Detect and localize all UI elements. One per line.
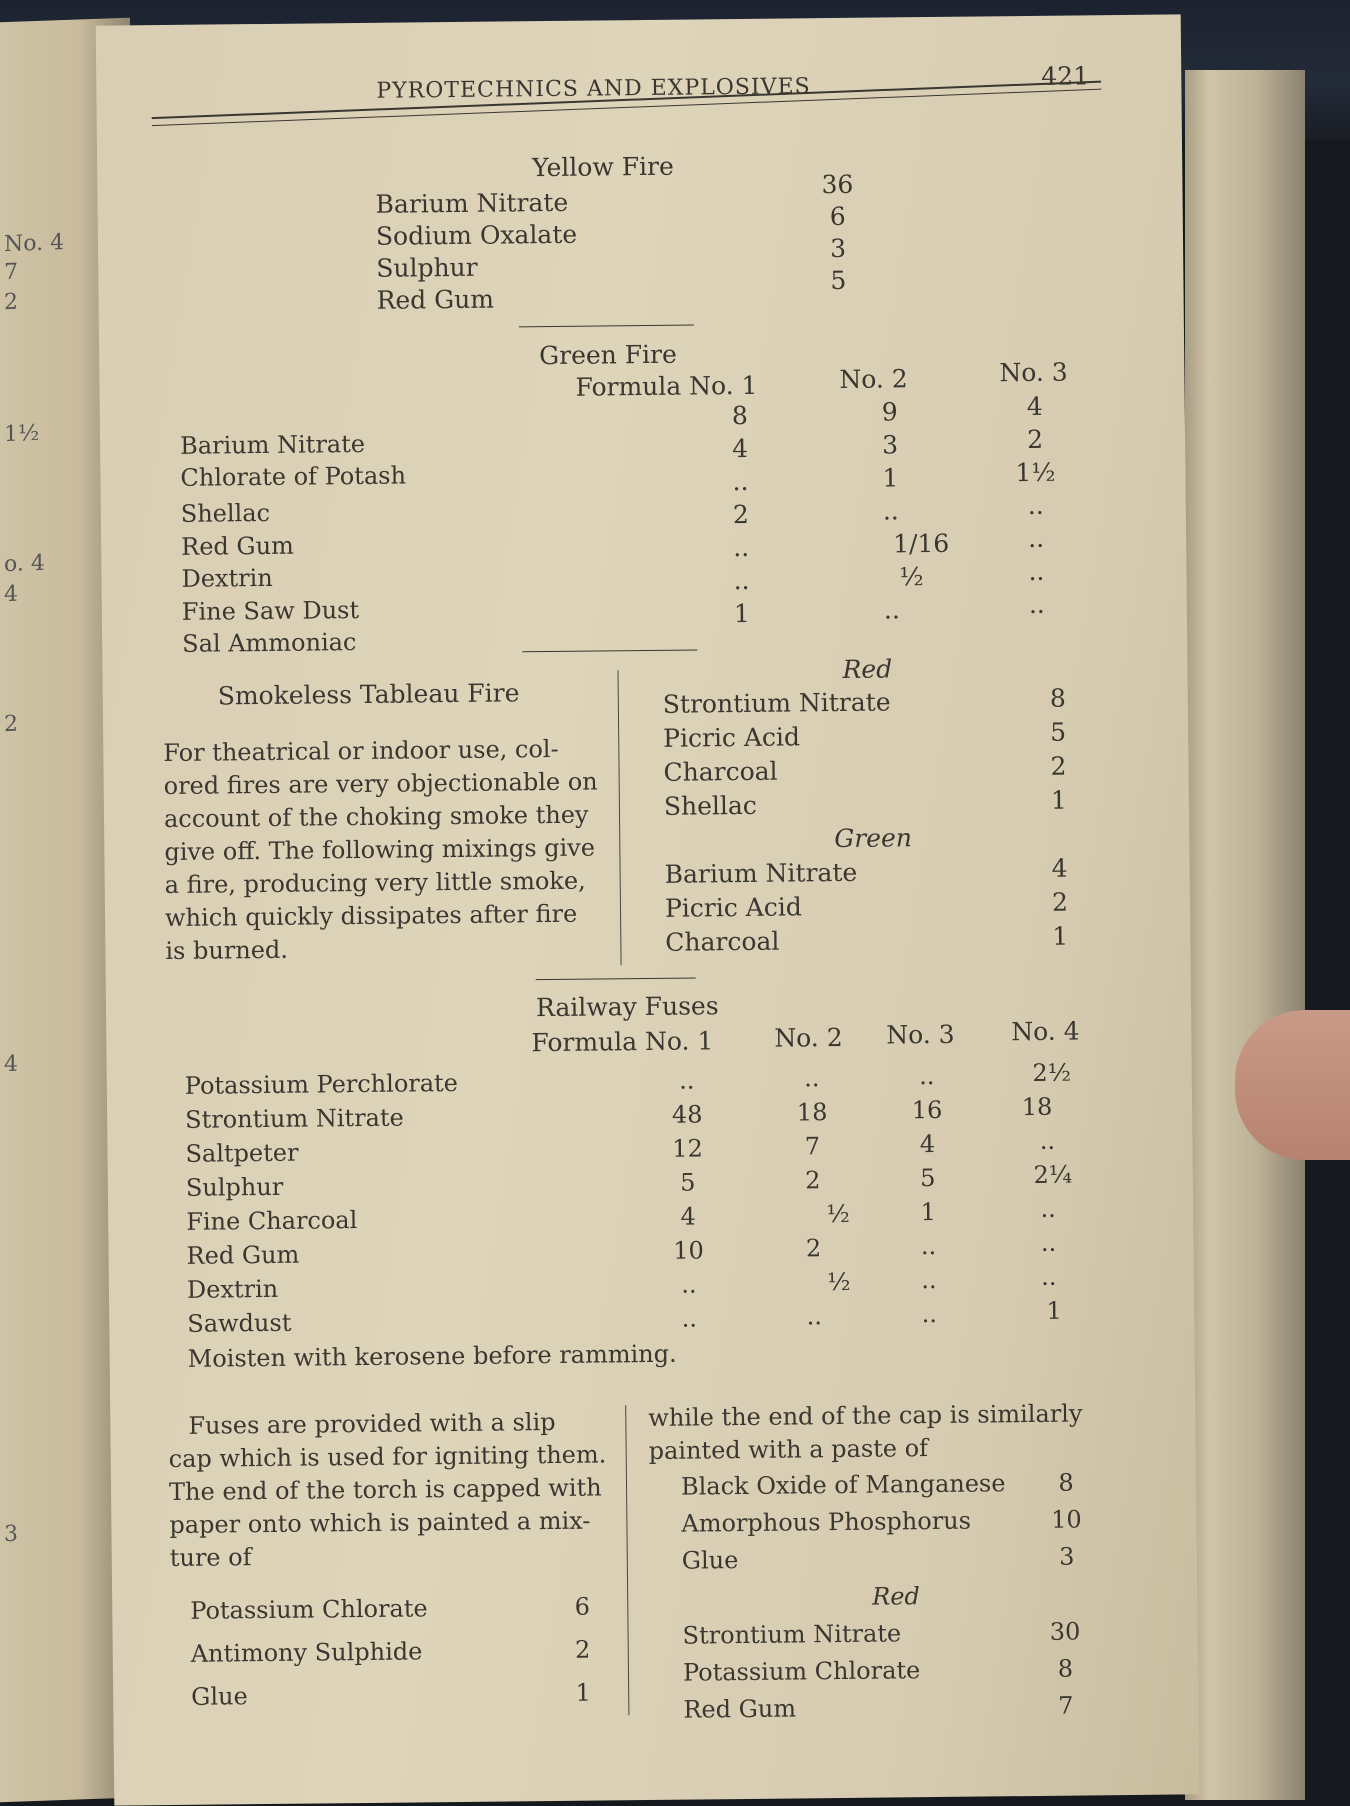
amount: ..: [679, 1066, 695, 1095]
amount: 18: [1021, 1092, 1053, 1122]
ingredient-name: Sawdust: [187, 1308, 292, 1338]
ingredient-name: Shellac: [663, 790, 757, 821]
paragraph-line: ored fires are very objectionable on: [163, 767, 598, 801]
ingredient-name: Red Gum: [376, 284, 495, 315]
amount: 18: [796, 1098, 828, 1127]
amount: 1: [1050, 785, 1067, 815]
ingredient-name: Dextrin: [181, 563, 273, 593]
amount: ..: [1027, 490, 1044, 520]
amount: ½: [899, 562, 924, 592]
amount: ..: [920, 1231, 937, 1261]
ingredient-name: Glue: [191, 1682, 248, 1711]
margin-text: No. 4: [4, 230, 65, 258]
section-divider: [522, 649, 697, 652]
column-header: No. 4: [1011, 1016, 1080, 1047]
paragraph-line: paper onto which is painted a mix-: [169, 1506, 591, 1540]
amount: 1: [920, 1197, 936, 1227]
ingredient-name: Saltpeter: [185, 1138, 299, 1168]
ingredient-name: Charcoal: [665, 926, 780, 957]
amount: ..: [733, 532, 750, 563]
paragraph-line: which quickly dissipates after fire: [164, 899, 578, 933]
ingredient-name: Strontium Nitrate: [662, 687, 891, 719]
margin-text: 3: [4, 1521, 18, 1548]
paragraph-line: For theatrical or indoor use, col-: [163, 734, 559, 768]
amount: ..: [1028, 589, 1045, 619]
amount: ..: [681, 1304, 698, 1333]
amount: ..: [883, 595, 900, 625]
amount: 12: [672, 1134, 703, 1163]
amount: 4: [732, 433, 749, 464]
paragraph-line: account of the choking smoke they: [163, 800, 589, 834]
amount: 6: [829, 201, 846, 232]
amount: 1: [575, 1678, 591, 1707]
paragraph-line: Fuses are provided with a slip: [188, 1407, 556, 1440]
ingredient-name: Barium Nitrate: [375, 187, 569, 219]
amount: 2½: [1032, 1058, 1072, 1087]
amount: ..: [921, 1299, 938, 1329]
amount: 1/16: [892, 528, 950, 559]
paragraph-line: while the end of the cap is similarly: [648, 1399, 1083, 1433]
amount: ..: [733, 565, 750, 596]
amount: 9: [881, 397, 898, 427]
column-header: Formula No. 1: [575, 370, 758, 402]
amount: 2: [1051, 887, 1069, 917]
amount: ..: [1040, 1194, 1056, 1223]
amount: ..: [803, 1064, 820, 1093]
amount: 3: [1059, 1542, 1075, 1571]
ingredient-name: Barium Nitrate: [179, 429, 366, 460]
ramming-note: Moisten with kerosene before ramming.: [187, 1339, 677, 1373]
paragraph-line: cap which is used for igniting them.: [168, 1440, 607, 1474]
subsection-label: Red: [872, 1582, 920, 1611]
amount: ..: [806, 1302, 823, 1331]
amount: 8: [1058, 1468, 1074, 1497]
margin-text: 4: [4, 1051, 18, 1078]
amount: 2: [574, 1635, 591, 1664]
column-header: No. 3: [999, 357, 1068, 388]
ingredient-name: Picric Acid: [664, 892, 802, 923]
section-divider: [536, 977, 696, 980]
subsection-label: Red: [842, 654, 893, 684]
amount: 4: [680, 1202, 696, 1231]
column-header: No. 2: [839, 364, 908, 394]
ingredient-name: Dextrin: [186, 1274, 279, 1304]
subsection-label: Green: [834, 823, 913, 854]
paragraph-line: a fire, producing very little smoke,: [164, 866, 586, 900]
ingredient-name: Barium Nitrate: [664, 857, 858, 889]
amount: 2: [1050, 751, 1067, 781]
ingredient-name: Charcoal: [663, 756, 778, 787]
ingredient-name: Potassium Chlorate: [190, 1594, 428, 1625]
paragraph-line: painted with a paste of: [648, 1434, 929, 1466]
section-title: Railway Fuses: [535, 991, 719, 1023]
amount: 1: [1046, 1296, 1063, 1325]
ingredient-name: Sal Ammoniac: [182, 628, 357, 658]
ingredient-name: Shellac: [180, 498, 271, 528]
ingredient-name: Fine Charcoal: [186, 1206, 358, 1236]
amount: 5: [680, 1168, 696, 1197]
margin-text: 1½: [4, 420, 40, 448]
amount: ..: [918, 1062, 935, 1091]
ingredient-name: Black Oxide of Manganese: [680, 1469, 1006, 1501]
margin-text: 2: [4, 711, 18, 738]
amount: 6: [574, 1592, 591, 1621]
margin-text: 2: [4, 289, 18, 316]
amount: 16: [911, 1095, 943, 1125]
amount: ½: [827, 1267, 851, 1297]
paragraph-line: The end of the torch is capped with: [168, 1473, 602, 1507]
amount: ½: [826, 1199, 850, 1229]
ingredient-name: Red Gum: [186, 1240, 300, 1270]
amount: 30: [1049, 1617, 1081, 1646]
margin-text: 4: [4, 581, 18, 608]
amount: 7: [1058, 1691, 1074, 1720]
amount: ..: [882, 496, 899, 526]
amount: 2: [805, 1166, 821, 1195]
ingredient-name: Antimony Sulphide: [190, 1637, 423, 1668]
margin-text: 7: [4, 259, 18, 286]
ingredient-name: Sulphur: [376, 252, 478, 283]
amount: 1½: [1015, 457, 1056, 488]
amount: 3: [829, 233, 847, 264]
section-title: Green Fire: [539, 339, 677, 371]
section-title: Yellow Fire: [532, 151, 674, 183]
amount: 3: [882, 430, 899, 460]
amount: ..: [921, 1265, 937, 1295]
amount: ..: [1039, 1126, 1056, 1155]
paragraph-line: is burned.: [165, 935, 289, 966]
ingredient-name: Strontium Nitrate: [682, 1619, 902, 1650]
paragraph-line: give off. The following mixings give: [164, 833, 596, 867]
amount: 4: [919, 1130, 936, 1159]
ingredient-name: Picric Acid: [663, 722, 801, 753]
section-title: Smokeless Tableau Fire: [217, 678, 520, 711]
amount: 8: [731, 400, 748, 431]
amount: ..: [1041, 1262, 1057, 1291]
column-divider: [617, 670, 621, 965]
amount: 1: [882, 463, 899, 493]
amount: 2: [805, 1234, 822, 1263]
amount: 5: [920, 1164, 936, 1193]
amount: 7: [804, 1132, 821, 1161]
paragraph-line: ture of: [169, 1543, 252, 1573]
amount: 4: [1051, 853, 1068, 883]
ingredient-name: Glue: [681, 1546, 739, 1575]
ingredient-name: Sulphur: [185, 1172, 284, 1202]
amount: 8: [1057, 1654, 1074, 1683]
amount: ..: [732, 466, 749, 497]
amount: 1: [1052, 921, 1069, 951]
ingredient-name: Chlorate of Potash: [180, 461, 407, 492]
ingredient-name: Potassium Chlorate: [682, 1656, 921, 1687]
amount: 10: [673, 1236, 704, 1265]
amount: 4: [1026, 391, 1043, 421]
column-divider: [625, 1405, 629, 1715]
column-header: No. 3: [886, 1019, 955, 1050]
ingredient-name: Red Gum: [683, 1694, 797, 1724]
book-page: [96, 14, 1200, 1805]
amount: 5: [1050, 717, 1067, 747]
amount: 2¼: [1033, 1160, 1073, 1189]
amount: 48: [671, 1100, 703, 1129]
page-number: 421: [1041, 61, 1090, 91]
amount: 1: [733, 598, 751, 629]
running-header: PYROTECHNICS AND EXPLOSIVES: [376, 74, 811, 104]
amount: 5: [830, 265, 847, 296]
ingredient-name: Potassium Perchlorate: [184, 1068, 459, 1100]
amount: 8: [1049, 683, 1066, 713]
amount: 10: [1050, 1505, 1082, 1534]
column-header: Formula No. 1: [531, 1026, 714, 1058]
ingredient-name: Fine Saw Dust: [181, 596, 360, 626]
amount: ..: [1028, 556, 1045, 586]
amount: ..: [1028, 523, 1045, 553]
section-divider: [519, 324, 694, 327]
ingredient-name: Red Gum: [181, 531, 294, 561]
book-page-edges: [1185, 70, 1305, 1800]
column-header: No. 2: [774, 1022, 843, 1053]
amount: 2: [732, 499, 749, 530]
ingredient-name: Strontium Nitrate: [185, 1103, 404, 1134]
amount: ..: [1040, 1228, 1057, 1257]
amount: ..: [681, 1270, 697, 1299]
amount: 36: [821, 169, 854, 200]
amount: 2: [1026, 424, 1044, 454]
margin-text: o. 4: [4, 550, 45, 578]
ingredient-name: Sodium Oxalate: [375, 219, 578, 251]
ingredient-name: Amorphous Phosphorus: [681, 1506, 972, 1538]
